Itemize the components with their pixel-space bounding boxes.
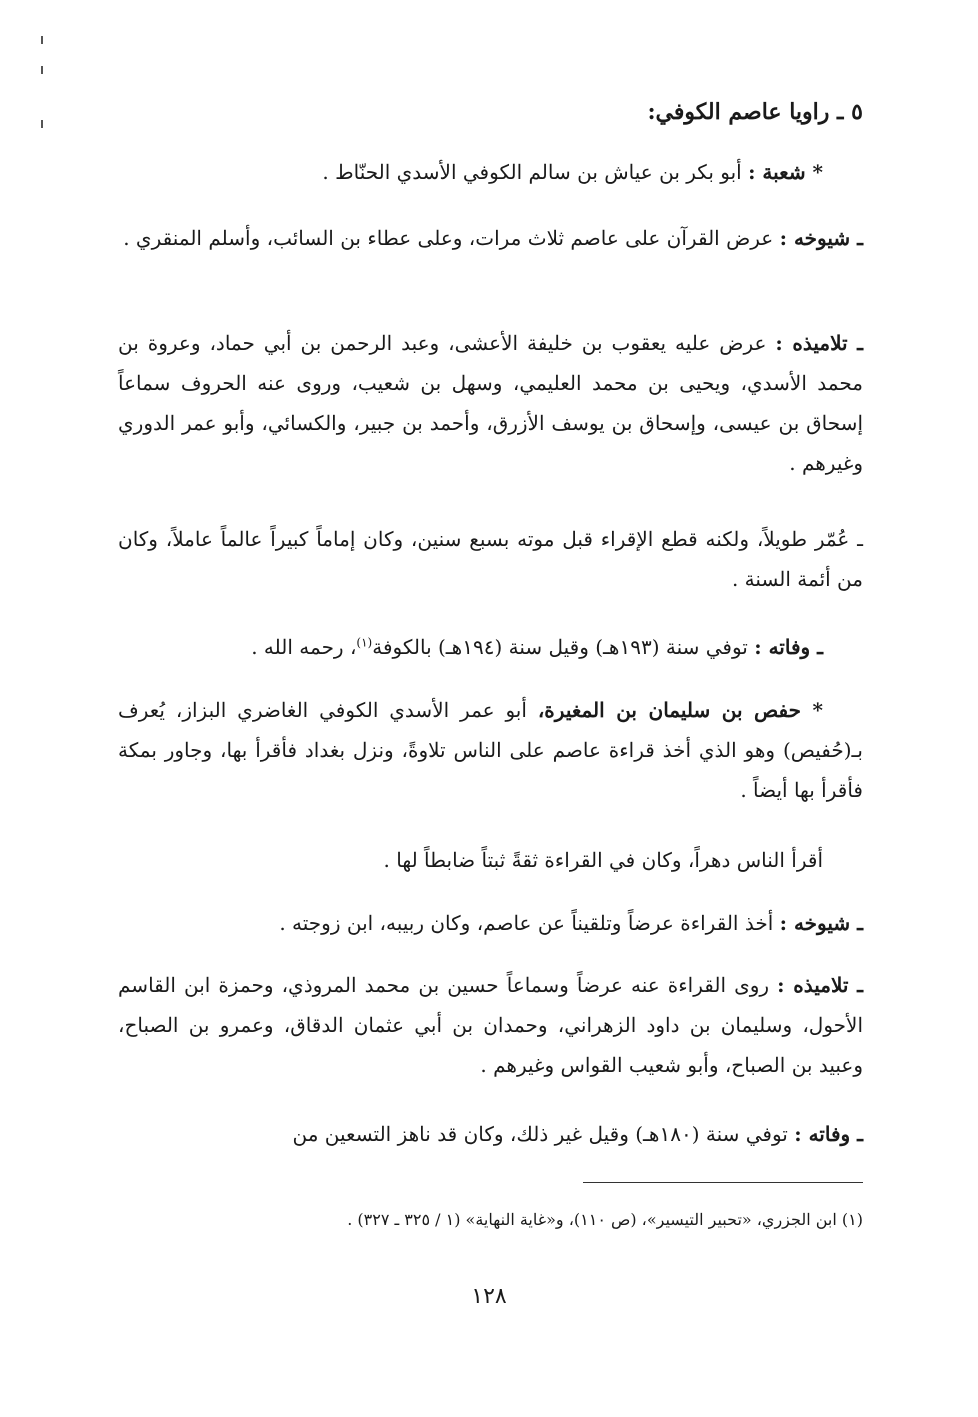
shuba-talamidh-text: عرض عليه يعقوب بن خليفة الأعشى، وعبد الرحمن بن أبي حماد، وعروة بن محمد الأسدي، ويحيى بن محمد العليمي، وسهل بن شعيب، وروى عنه الحروف سماعاً إسحاق بن عيسى، وإسحاق بن يوسف الأزرق، وأحمد بن جبير، والكسائي، وأبو عمر الدوري وغيرهم .	[118, 331, 863, 475]
page-number: ١٢٨	[471, 1284, 507, 1309]
margin-mark	[41, 36, 43, 44]
hafs-shuyukh-paragraph	[118, 903, 863, 943]
footnote: (١) ابن الجزري، «تحبير التيسير»، (ص ١١٠)، و«غاية النهاية» (١ / ٣٢٥ ـ ٣٢٧) .	[347, 1210, 863, 1229]
hafs-talamidh-text: روى القراءة عنه عرضاً وسماعاً حسين بن محمد المروذي، وحمزة ابن القاسم الأحول، وسليمان بن داود الزهراني، وحمدان بن أبي عثمان الدقاق، وعمرو بن الصباح، وعبيد بن الصباح، وأبو شعيب القواس وغيرهم .	[118, 973, 863, 1077]
margin-mark	[41, 66, 43, 74]
shuba-intro: أبو بكر بن عياش بن سالم الكوفي الأسدي الحنّاط .	[322, 160, 742, 184]
shuba-life-text: ـ عُمّر طويلاً، ولكنه قطع الإقراء قبل موته بسبع سنين، وكان إماماً كبيراً عالماً عاملاً، وكان من أئمة السنة .	[118, 527, 863, 591]
hafs-death-text: توفي سنة (١٨٠هـ) وقيل غير ذلك، وكان قد ناهز التسعين من	[292, 1122, 788, 1146]
hafs-reading-paragraph	[118, 840, 863, 880]
hafs-intro: أبو عمر الأسدي الكوفي الغاضري البزاز، يُعرف بـ(حُفيص) وهو الذي أخذ قراءة عاصم على الناس تلاوةً، ونزل بغداد فأقرأ بها، وجاور بمكة فأقرأ بها أيضاً .	[118, 698, 863, 802]
hafs-shuyukh-label: ـ شيوخه :	[779, 911, 863, 935]
hafs-talamidh-paragraph	[118, 965, 863, 1085]
shuba-death-text-end: ، رحمه الله .	[251, 635, 357, 659]
shuba-name: * شعبة :	[748, 160, 823, 184]
shuba-shuyukh-label: ـ شيوخه :	[779, 226, 863, 250]
hafs-talamidh-label: ـ تلاميذه :	[777, 973, 863, 997]
shuba-death-paragraph	[118, 627, 863, 667]
hafs-death-label: ـ وفاته :	[794, 1122, 863, 1146]
footnote-divider	[583, 1182, 863, 1183]
hafs-name: * حفص بن سليمان بن المغيرة،	[537, 698, 823, 722]
section-heading: ٥ ـ راويا عاصم الكوفي:	[647, 99, 863, 125]
footnote-reference: (١)	[356, 635, 373, 650]
shuba-life-paragraph	[118, 519, 863, 599]
shuba-death-label: ـ وفاته :	[754, 635, 823, 659]
hafs-shuyukh-text: أخذ القراءة عرضاً وتلقيناً عن عاصم، وكان ربيبه، ابن زوجته .	[279, 911, 774, 935]
margin-mark	[41, 120, 43, 128]
shuba-talamidh-paragraph	[118, 323, 863, 483]
shuba-shuyukh-paragraph	[118, 218, 863, 258]
shuba-shuyukh-text: عرض القرآن على عاصم ثلاث مرات، وعلى عطاء بن السائب، وأسلم المنقري .	[123, 226, 774, 250]
hafs-intro-paragraph	[118, 690, 863, 810]
shuba-intro-paragraph	[118, 152, 863, 192]
hafs-death-paragraph	[118, 1114, 863, 1154]
shuba-talamidh-label: ـ تلاميذه :	[775, 331, 863, 355]
shuba-death-text: توفي سنة (١٩٣هـ) وقيل سنة (١٩٤هـ) بالكوفة	[372, 635, 748, 659]
hafs-reading-text: أقرأ الناس دهراً، وكان في القراءة ثقةً ثبتاً ضابطاً لها .	[383, 848, 823, 872]
